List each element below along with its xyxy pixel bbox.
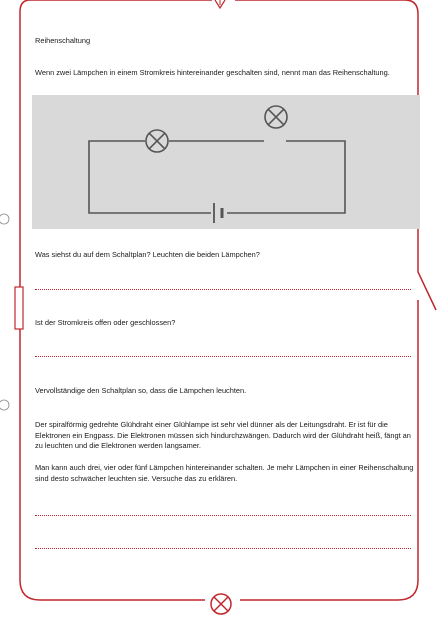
circuit-panel bbox=[32, 95, 420, 229]
circuit-diagram bbox=[32, 95, 420, 229]
explanation-paragraph-2: Man kann auch drei, vier oder fünf Lämpchen hintereinander schalten. Je mehr Lämpchen in einer Reihenschaltung sind desto schwächer leuchten sie. Versuche das zu erklären. bbox=[35, 463, 414, 483]
question-1: Was siehst du auf dem Schaltplan? Leuchten die beiden Lämpchen? bbox=[35, 250, 260, 259]
intro-text: Wenn zwei Lämpchen in einem Stromkreis hintereinander geschalten sind, nennt man das Reihenschaltung. bbox=[35, 68, 390, 77]
question-3: Vervollständige den Schaltplan so, dass die Lämpchen leuchten. bbox=[35, 386, 247, 395]
answer-line-3[interactable] bbox=[35, 515, 411, 516]
page-title: Reihenschaltung bbox=[35, 36, 91, 45]
answer-line-1[interactable] bbox=[35, 289, 411, 290]
lamp-icon bbox=[146, 130, 168, 152]
question-2: Ist der Stromkreis offen oder geschlossen? bbox=[35, 318, 176, 327]
wire-right bbox=[227, 141, 345, 213]
answer-line-4[interactable] bbox=[35, 548, 411, 549]
explanation-paragraph-1: Der spiralförmig gedrehte Glühdraht einer Glühlampe ist sehr viel dünner als der Leitungsdraht. Er ist für die Elektronen ein Engpass. Die Elektronen müssen sich hindurchzwängen. Dadurch wird der Glühdraht heiß, fängt an zu leuchten und die Elektronen werden langsamer. bbox=[35, 420, 411, 450]
side-tab-icon bbox=[14, 286, 24, 330]
wire-left bbox=[89, 141, 211, 213]
binder-hole-icon bbox=[0, 398, 12, 412]
lamp-icon bbox=[265, 106, 287, 128]
answer-line-2[interactable] bbox=[35, 356, 411, 357]
lamp-icon bbox=[209, 592, 233, 616]
binder-hole-icon bbox=[0, 212, 12, 226]
